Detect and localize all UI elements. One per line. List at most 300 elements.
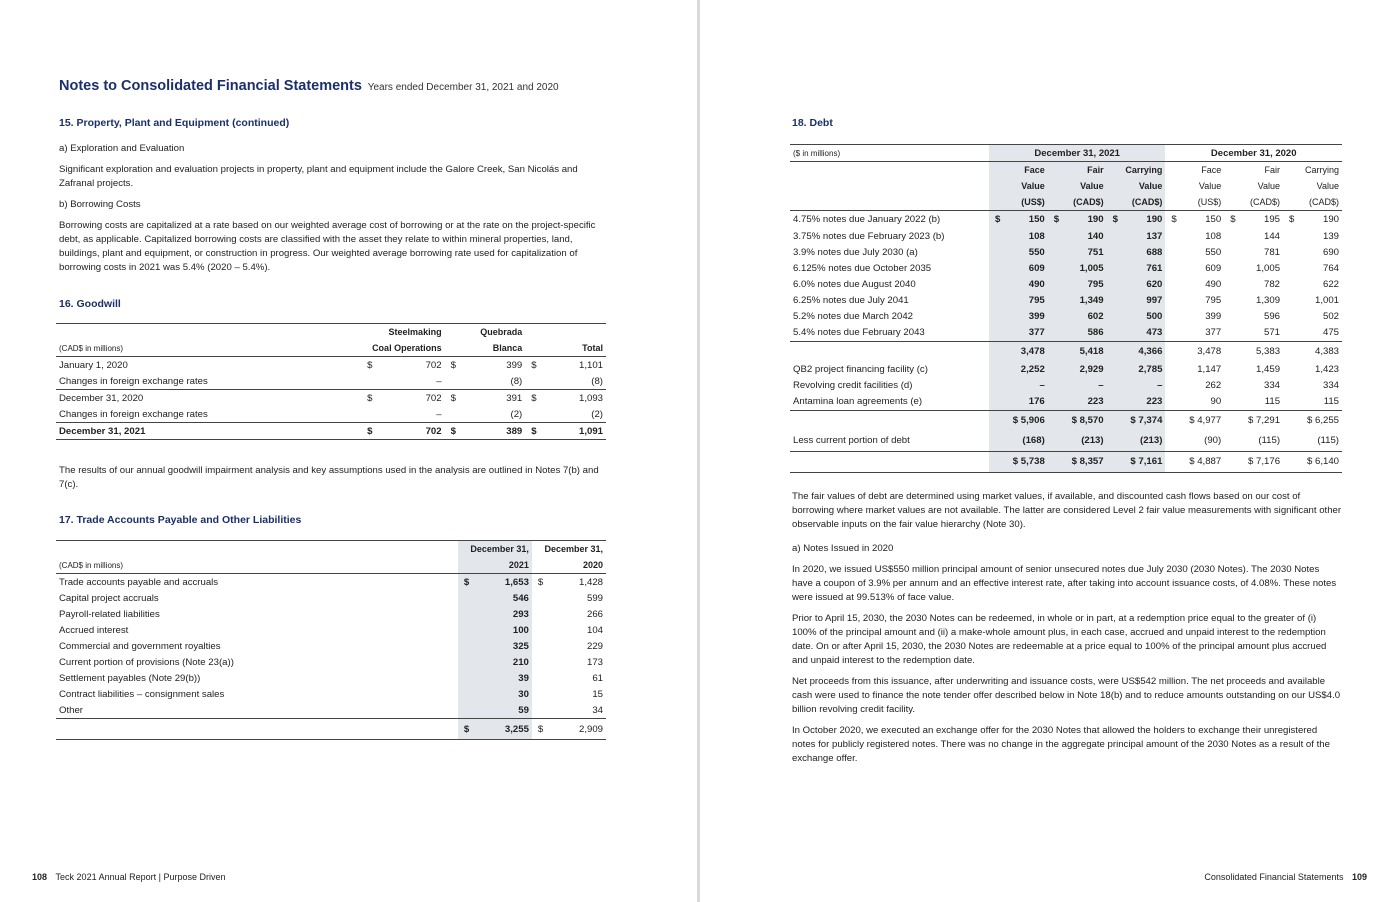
debt-value: –	[1107, 378, 1166, 394]
debt-column-header: Value	[1316, 181, 1339, 191]
tap-col1-line1: December 31,	[458, 541, 532, 558]
currency-symbol: $	[1171, 214, 1177, 226]
debt-value: –	[1048, 378, 1107, 394]
gw-col1-line1: Steelmaking	[388, 327, 442, 337]
currency-symbol: $	[367, 425, 373, 437]
debt-value: 137	[1127, 229, 1166, 245]
goodwill-value: 1,091	[578, 425, 603, 437]
debt-value: 223	[1048, 394, 1107, 411]
debt-group-2021: December 31, 2021	[989, 145, 1165, 162]
payables-row-label: Payroll-related liabilities	[59, 608, 160, 620]
debt-row-label: Less current portion of debt	[793, 435, 910, 446]
debt-row-label: 3.75% notes due February 2023 (b)	[793, 231, 945, 242]
payables-row	[56, 654, 606, 670]
currency-symbol	[1165, 325, 1185, 342]
footer-right	[1204, 872, 1367, 882]
debt-row-label: 4.75% notes due January 2022 (b)	[793, 214, 941, 226]
page-title	[59, 78, 559, 94]
currency-symbol	[1107, 277, 1127, 293]
currency-symbol	[1107, 309, 1127, 325]
debt-value: 399	[1009, 309, 1048, 325]
payables-row-label: Accrued interest	[59, 624, 129, 636]
payables-row	[56, 590, 606, 606]
payables-value-2021: 39	[483, 670, 532, 686]
currency-symbol	[458, 590, 483, 606]
currency-symbol	[458, 654, 483, 670]
debt-value: 144	[1264, 231, 1281, 242]
goodwill-value: 391	[506, 392, 523, 404]
debt-value: 1,309	[1256, 295, 1281, 306]
currency-symbol	[458, 638, 483, 654]
s15-a-title: a) Exploration and Evaluation	[59, 143, 185, 154]
currency-symbol: $	[450, 392, 456, 404]
debt-value: 609	[1205, 263, 1222, 274]
currency-symbol	[1048, 293, 1068, 309]
currency-symbol	[1048, 325, 1068, 342]
currency-symbol: $	[458, 574, 483, 591]
currency-symbol	[1107, 229, 1127, 245]
currency-symbol	[1224, 309, 1244, 325]
debt-column-header-row	[790, 178, 1342, 194]
currency-symbol: $	[450, 425, 456, 437]
goodwill-value: –	[436, 375, 442, 387]
currency-symbol	[989, 245, 1009, 261]
gw-col2-line2: Blanca	[492, 343, 523, 353]
debt-note-row	[790, 309, 1342, 325]
goodwill-value: (8)	[591, 375, 603, 387]
footer-left-page-number: 108	[32, 872, 48, 882]
goodwill-value: 1,101	[578, 359, 603, 371]
debt-value: 139	[1322, 231, 1339, 242]
debt-value: 334	[1322, 380, 1339, 391]
debt-column-header: Fair	[1264, 165, 1281, 175]
currency-symbol	[458, 622, 483, 638]
payables-row	[56, 702, 606, 719]
payables-value-2020: 61	[592, 672, 603, 684]
payables-row	[56, 670, 606, 686]
debt-value: 90	[1210, 396, 1222, 407]
debt-value: 795	[1068, 277, 1107, 293]
debt-note-row	[790, 293, 1342, 309]
payables-row-label: Other	[59, 704, 83, 716]
debt-value: (213)	[1048, 431, 1107, 452]
debt-value: 2,252	[989, 362, 1048, 378]
debt-value: (115)	[1258, 435, 1281, 446]
debt-value: 502	[1322, 311, 1339, 322]
currency-symbol	[525, 406, 555, 423]
payables-value-2020: 173	[586, 656, 603, 668]
currency-symbol	[532, 702, 557, 719]
debt-value: 1,001	[1314, 295, 1339, 306]
debt-value: 150	[1009, 211, 1048, 229]
payables-row	[56, 638, 606, 654]
debt-value: $ 6,140	[1306, 456, 1339, 467]
s18-paragraph-3: Net proceeds from this issuance, after underwriting and issuance costs, were US$542 million. The net proceeds and available cash were used to finance the note tender offer described below in Note 18(b) and to reduce amounts outstanding on our US$4.0 billion revolving credit facility.	[792, 676, 1341, 715]
debt-value: (115)	[1317, 435, 1339, 446]
currency-symbol	[458, 670, 483, 686]
currency-symbol: $	[537, 576, 544, 588]
left-page	[0, 0, 697, 902]
payables-total-row	[56, 719, 606, 740]
goodwill-row-label: December 31, 2021	[59, 425, 146, 437]
currency-symbol: $	[1107, 211, 1127, 229]
currency-symbol	[1048, 309, 1068, 325]
debt-value: $ 5,738	[989, 451, 1048, 472]
payables-value-2020: 229	[586, 640, 603, 652]
debt-value: 571	[1264, 327, 1281, 338]
currency-symbol	[458, 606, 483, 622]
debt-facility-row	[790, 378, 1342, 394]
debt-value: 475	[1322, 327, 1339, 338]
currency-symbol	[1283, 261, 1303, 277]
currency-symbol	[532, 606, 557, 622]
section-18-heading: 18. Debt	[792, 117, 833, 129]
debt-value: $ 4,977	[1189, 415, 1222, 426]
s18-paragraph-4: In October 2020, we executed an exchange offer for the 2030 Notes that allowed the holders to exchange their unregistered notes for publicly registered notes. There was no change in the aggregate principal amount of the 2030 Notes as a result of the exchange offer.	[792, 725, 1330, 764]
debt-value: 761	[1127, 261, 1166, 277]
payables-row-label: Settlement payables (Note 29(b))	[59, 672, 201, 684]
debt-row-label: 6.25% notes due July 2041	[793, 295, 909, 306]
debt-column-header: Value	[1048, 178, 1107, 194]
debt-note-row	[790, 229, 1342, 245]
goodwill-row-label: Changes in foreign exchange rates	[59, 408, 208, 420]
debt-row-label: 6.125% notes due October 2035	[793, 263, 932, 274]
goodwill-table	[56, 323, 606, 440]
goodwill-value: 702	[425, 425, 442, 437]
debt-value: $ 7,291	[1248, 415, 1281, 426]
goodwill-note: The results of our annual goodwill impairment analysis and key assumptions used in the analysis are outlined in Notes 7(b) and 7(c).	[59, 465, 599, 490]
currency-symbol	[1165, 293, 1185, 309]
debt-value: 262	[1205, 380, 1222, 391]
debt-value: 473	[1127, 325, 1166, 342]
debt-column-header: Carrying	[1107, 162, 1166, 179]
currency-symbol	[532, 670, 557, 686]
debt-value: 399	[1205, 311, 1222, 322]
debt-value: 1,005	[1068, 261, 1107, 277]
debt-value: $ 7,161	[1107, 451, 1166, 472]
debt-column-header: Carrying	[1304, 165, 1339, 175]
payables-row	[56, 622, 606, 638]
goodwill-row-label: January 1, 2020	[59, 359, 128, 371]
payables-value-2021: 59	[483, 702, 532, 719]
debt-value: 377	[1009, 325, 1048, 342]
debt-facility-row	[790, 394, 1342, 411]
payables-value-2021: 30	[483, 686, 532, 702]
debt-value: 334	[1264, 380, 1281, 391]
debt-value: 764	[1322, 263, 1339, 274]
debt-value: 3,478	[1197, 346, 1222, 357]
gw-col2-line1: Quebrada	[480, 327, 523, 337]
debt-value: $ 8,570	[1048, 410, 1107, 431]
currency-symbol	[532, 686, 557, 702]
debt-value: 5,418	[1048, 341, 1107, 362]
footer-right-text: Consolidated Financial Statements	[1204, 872, 1344, 882]
debt-value: 1,005	[1256, 263, 1281, 274]
debt-column-header: (CAD$)	[1048, 194, 1107, 211]
debt-group-2020: December 31, 2020	[1210, 147, 1297, 159]
debt-value: $ 6,255	[1306, 415, 1339, 426]
debt-value: 782	[1264, 279, 1281, 290]
currency-symbol	[1165, 229, 1185, 245]
s15-a-text: Significant exploration and evaluation projects in property, plant and equipment include the Galore Creek, San Nicolás and Zafranal projects.	[59, 164, 578, 189]
goodwill-value: 702	[425, 392, 442, 404]
currency-symbol	[458, 702, 483, 719]
currency-symbol	[1224, 229, 1244, 245]
debt-note-row	[790, 211, 1342, 229]
currency-symbol: $	[1289, 214, 1295, 226]
debt-value: 586	[1068, 325, 1107, 342]
page-title-sub: Years ended December 31, 2021 and 2020	[367, 82, 559, 93]
debt-row-label: 5.2% notes due March 2042	[793, 311, 914, 322]
currency-symbol: $	[367, 359, 373, 371]
debt-column-header: Value	[1198, 181, 1222, 191]
goodwill-row	[56, 357, 606, 374]
debt-value: 622	[1322, 279, 1339, 290]
debt-column-header: (CAD$)	[1308, 197, 1339, 207]
debt-value: 2,929	[1048, 362, 1107, 378]
goodwill-value: 1,093	[578, 392, 603, 404]
debt-row-spacer	[790, 451, 989, 472]
payables-row-label: Trade accounts payable and accruals	[59, 576, 219, 588]
debt-row-label: Antamina loan agreements (e)	[793, 396, 923, 407]
tap-col1-line2: 2021	[458, 557, 532, 574]
currency-symbol	[1048, 277, 1068, 293]
currency-symbol	[532, 590, 557, 606]
currency-symbol	[1107, 261, 1127, 277]
currency-symbol	[532, 622, 557, 638]
currency-symbol: $	[537, 723, 544, 735]
currency-symbol: $	[367, 392, 373, 404]
debt-column-header: (US$)	[1197, 197, 1222, 207]
currency-symbol	[1165, 309, 1185, 325]
debt-value: 195	[1264, 214, 1281, 226]
currency-symbol	[1048, 245, 1068, 261]
debt-row-label: Revolving credit facilities (d)	[793, 380, 913, 391]
s18-paragraph-2: Prior to April 15, 2030, the 2030 Notes can be redeemed, in whole or in part, at a redemption price equal to the greater of (i) 100% of the principal amount and (ii) a make-whole amount plus, in each case, accrued and unpaid interest to the redemption date. On or after April 15, 2030, the 2030 Notes are redeemable at a price equal to 100% of the principal amount plus accrued and unpaid interest to the redemption date.	[792, 613, 1327, 666]
tap-col2-line2: 2020	[582, 560, 603, 570]
debt-value: 190	[1068, 211, 1107, 229]
debt-column-header: (CAD$)	[1107, 194, 1166, 211]
currency-symbol	[1283, 325, 1303, 342]
goodwill-value: (8)	[510, 375, 523, 387]
debt-value: 490	[1205, 279, 1222, 290]
debt-value: $ 8,357	[1048, 451, 1107, 472]
debt-value: 602	[1068, 309, 1107, 325]
goodwill-value: 399	[506, 359, 523, 371]
payables-value-2021: 1,653	[483, 574, 532, 591]
debt-row-spacer	[790, 410, 989, 431]
payables-row-label: Current portion of provisions (Note 23(a))	[59, 656, 234, 668]
debt-value: 550	[1009, 245, 1048, 261]
goodwill-row	[56, 390, 606, 407]
currency-symbol	[1165, 261, 1185, 277]
debt-total-row	[790, 410, 1342, 431]
debt-value: 2,785	[1107, 362, 1166, 378]
s15-b-title: b) Borrowing Costs	[59, 199, 141, 210]
debt-value: $ 5,906	[989, 410, 1048, 431]
currency-symbol	[525, 373, 555, 390]
currency-symbol	[445, 406, 475, 423]
debt-value: 150	[1205, 214, 1222, 226]
debt-value: 223	[1107, 394, 1166, 411]
debt-value: 4,366	[1107, 341, 1166, 362]
debt-value: 781	[1264, 247, 1281, 258]
debt-facility-row	[790, 362, 1342, 378]
debt-value: (90)	[1204, 435, 1222, 446]
debt-value: 140	[1068, 229, 1107, 245]
debt-column-header: Value	[1257, 181, 1281, 191]
currency-symbol	[1224, 261, 1244, 277]
debt-column-header-row	[790, 194, 1342, 211]
currency-symbol	[361, 406, 392, 423]
debt-table	[790, 144, 1342, 473]
payables-value-2020: 15	[592, 688, 603, 700]
debt-note-row	[790, 261, 1342, 277]
debt-fair-value-text: The fair values of debt are determined using market values, if available, and discounted cash flows based on our cost of borrowing where market values are not available. The latter are considered Level 2 fair value measurements with significant other observable inputs on the fair value hierarchy (Note 30).	[792, 491, 1342, 530]
currency-symbol	[989, 277, 1009, 293]
section-15-heading: 15. Property, Plant and Equipment (continued)	[59, 117, 290, 129]
debt-value: 190	[1127, 211, 1166, 229]
goodwill-row	[56, 373, 606, 390]
debt-header-spacer	[790, 162, 989, 179]
debt-value: 795	[1205, 295, 1222, 306]
payables-total-spacer	[56, 719, 458, 740]
debt-note-row	[790, 325, 1342, 342]
goodwill-value: 702	[425, 359, 442, 371]
tap-unit: (CAD$ in millions)	[59, 560, 124, 570]
debt-value: 490	[1009, 277, 1048, 293]
currency-symbol: $	[531, 392, 537, 404]
payables-value-2021: 293	[483, 606, 532, 622]
debt-column-header: (CAD$)	[1250, 197, 1281, 207]
currency-symbol	[532, 638, 557, 654]
gw-col3: Total	[582, 343, 603, 353]
payables-row	[56, 686, 606, 702]
debt-row-label: 5.4% notes due February 2043	[793, 327, 925, 338]
currency-symbol	[1048, 229, 1068, 245]
tap-col2-line1: December 31,	[544, 544, 603, 554]
debt-value: –	[989, 378, 1048, 394]
currency-symbol	[445, 373, 475, 390]
currency-symbol	[532, 654, 557, 670]
debt-row-label: 6.0% notes due August 2040	[793, 279, 916, 290]
currency-symbol	[1224, 325, 1244, 342]
debt-column-header: Value	[989, 178, 1048, 194]
currency-symbol: $	[989, 211, 1009, 229]
debt-value: 5,383	[1256, 346, 1281, 357]
currency-symbol	[1107, 325, 1127, 342]
debt-note-row	[790, 245, 1342, 261]
debt-value: 620	[1127, 277, 1166, 293]
payables-total-2020: 2,909	[578, 723, 603, 735]
debt-column-header: Face	[989, 162, 1048, 179]
debt-value: 795	[1009, 293, 1048, 309]
page-title-main: Notes to Consolidated Financial Statements	[59, 78, 362, 94]
currency-symbol: $	[450, 359, 456, 371]
debt-column-header: Fair	[1048, 162, 1107, 179]
debt-header-spacer	[790, 178, 989, 194]
debt-column-header: Value	[1107, 178, 1166, 194]
currency-symbol	[1224, 293, 1244, 309]
currency-symbol	[1165, 277, 1185, 293]
section-16-heading: 16. Goodwill	[59, 298, 121, 310]
s15-b-text: Borrowing costs are capitalized at a rate based on our weighted average cost of borrowing or at the rate on the project-specific debt, as applicable. Capitalized borrowing costs are classified with the asset they relate to within mineral properties, land, buildings, plant and equipment, or construction in progress. Our weighted average borrowing rate used for capitalization of borrowing costs in 2021 was 5.4% (2020 – 5.4%).	[59, 220, 596, 273]
payables-total-2021: 3,255	[483, 719, 532, 740]
gw-col1-line2: Coal Operations	[372, 343, 442, 353]
currency-symbol	[989, 293, 1009, 309]
debt-value: 751	[1068, 245, 1107, 261]
currency-symbol	[1224, 245, 1244, 261]
currency-symbol	[989, 229, 1009, 245]
currency-symbol	[1283, 229, 1303, 245]
debt-value: $ 7,176	[1248, 456, 1281, 467]
debt-column-header: (US$)	[989, 194, 1048, 211]
debt-value: 3,478	[989, 341, 1048, 362]
goodwill-value: –	[436, 408, 442, 420]
payables-row	[56, 574, 606, 591]
footer-right-page-number: 109	[1351, 872, 1367, 882]
debt-value: 115	[1323, 396, 1339, 407]
currency-symbol	[1283, 293, 1303, 309]
payables-row	[56, 606, 606, 622]
debt-net-row	[790, 451, 1342, 472]
debt-value: 1,459	[1256, 364, 1281, 375]
payables-value-2020: 34	[592, 704, 603, 716]
goodwill-row	[56, 406, 606, 423]
debt-subtotal-row	[790, 341, 1342, 362]
footer-left-text: Teck 2021 Annual Report | Purpose Driven	[55, 872, 226, 882]
s18-a-title: a) Notes Issued in 2020	[792, 543, 894, 554]
debt-column-header: Face	[1201, 165, 1222, 175]
currency-symbol: $	[1048, 211, 1068, 229]
payables-value-2021: 325	[483, 638, 532, 654]
debt-column-header-row	[790, 162, 1342, 179]
debt-value: 190	[1322, 214, 1339, 226]
debt-value: 997	[1127, 293, 1166, 309]
goodwill-value: 389	[506, 425, 523, 437]
currency-symbol	[989, 309, 1009, 325]
currency-symbol	[1107, 245, 1127, 261]
payables-value-2020: 1,428	[578, 576, 603, 588]
debt-value: 688	[1127, 245, 1166, 261]
payables-value-2020: 104	[586, 624, 603, 636]
debt-value: 4,383	[1314, 346, 1339, 357]
debt-value: 108	[1205, 231, 1222, 242]
currency-symbol	[1283, 245, 1303, 261]
debt-value: 609	[1009, 261, 1048, 277]
debt-value: 550	[1205, 247, 1222, 258]
payables-value-2020: 599	[586, 592, 603, 604]
goodwill-row-label: Changes in foreign exchange rates	[59, 375, 208, 387]
payables-value-2021: 546	[483, 590, 532, 606]
debt-value: 500	[1127, 309, 1166, 325]
trade-payables-table	[56, 540, 606, 740]
payables-value-2021: 210	[483, 654, 532, 670]
payables-row-label: Capital project accruals	[59, 592, 159, 604]
currency-symbol	[1283, 309, 1303, 325]
currency-symbol	[1283, 277, 1303, 293]
currency-symbol	[361, 373, 392, 390]
payables-row-label: Commercial and government royalties	[59, 640, 221, 652]
debt-unit: ($ in millions)	[793, 148, 841, 158]
currency-symbol	[1165, 245, 1185, 261]
payables-value-2020: 266	[586, 608, 603, 620]
debt-value: $ 7,374	[1107, 410, 1166, 431]
currency-symbol	[1107, 293, 1127, 309]
debt-row-spacer	[790, 341, 989, 362]
debt-value: 690	[1322, 247, 1339, 258]
currency-symbol	[989, 261, 1009, 277]
